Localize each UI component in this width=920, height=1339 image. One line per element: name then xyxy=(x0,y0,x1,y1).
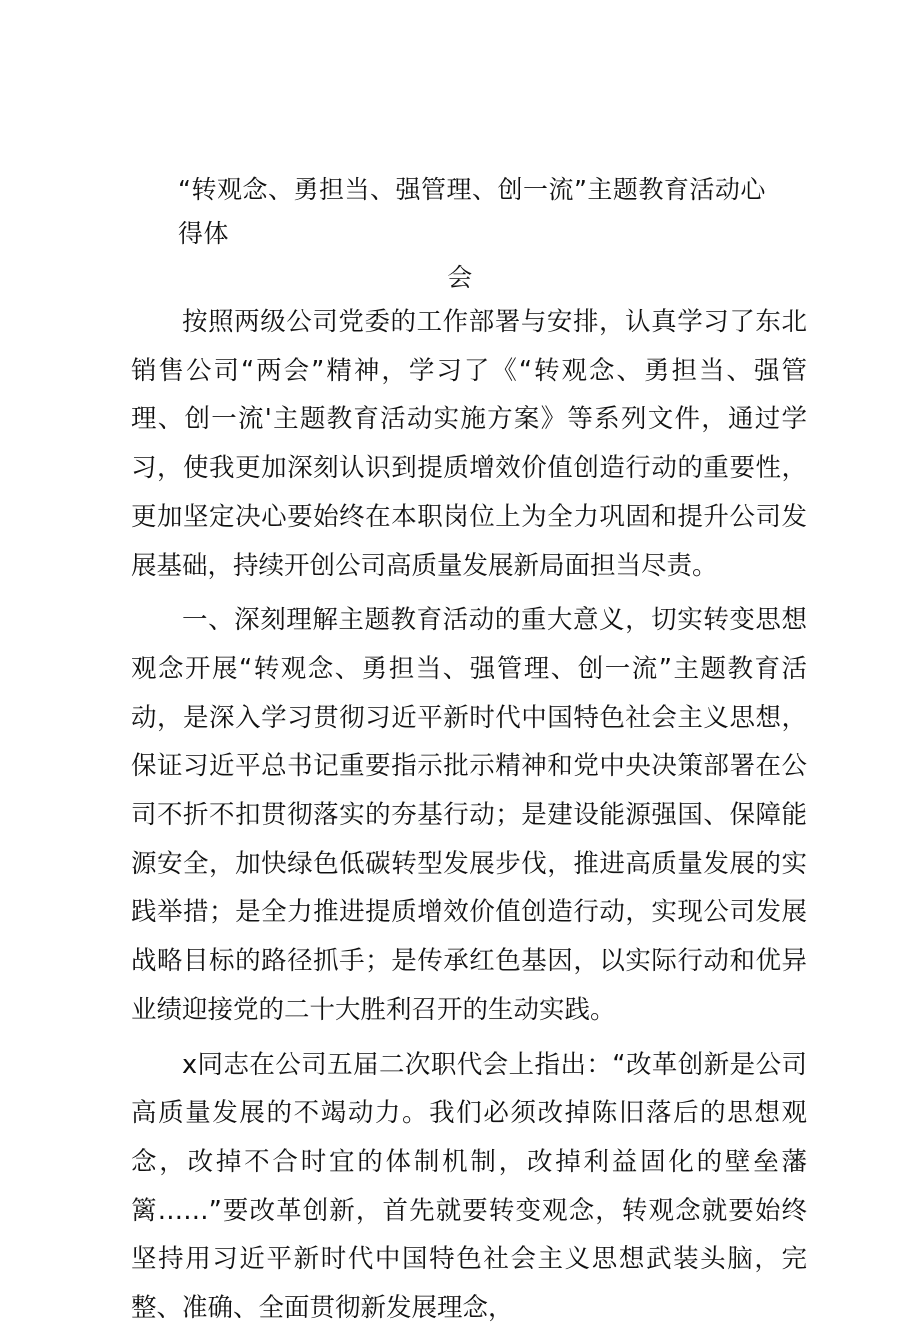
document-title xyxy=(130,168,790,300)
paragraph-intro: 按照两级公司党委的工作部署与安排，认真学习了东北销售公司“两会”精神，学习了《“转观念、勇担当、强管理、创一流'主题教育活动实施方案》等系列文件，通过学习，使我更加深刻认识到提质增效价值创造行动的重要性，更加坚定决心要始终在本职岗位上为全力巩固和提升公司发展基础，持续开创公司高质量发展新局面担当尽责。 xyxy=(131,307,807,581)
paragraph-section-one: 一、深刻理解主题教育活动的重大意义，切实转变思想观念开展“转观念、勇担当、强管理、创一流”主题教育活动，是深入学习贯彻习近平新时代中国特色社会主义思想，保证习近平总书记重要指示批示精神和党中央决策部署在公司不折不扣贯彻落实的夯基行动；是建设能源强国、保障能源安全，加快绿色低碳转型发展步伐，推进高质量发展的实践举措；是全力推进提质增效价值创造行动，实现公司发展战略目标的路径抓手；是传承红色基因，以实际行动和优异业绩迎接党的二十大胜利召开的生动实践。 xyxy=(131,605,807,1025)
title-line-2: 会 xyxy=(447,263,473,292)
document-body xyxy=(131,298,807,1339)
paragraph-quote: x同志在公司五届二次职代会上指出：“改革创新是公司高质量发展的不竭动力。我们必须改掉陈旧落后的思想观念，改掉不合时宜的体制机制，改掉利益固化的壁垒藩篱……”要改革创新，首先就要转变观念，转观念就要始终坚持用习近平新时代中国特色社会主义思想武装头脑，完整、准确、全面贯彻新发展理念， xyxy=(131,1049,807,1324)
title-line-1: “转观念、勇担当、强管理、创一流”主题教育活动心得体 xyxy=(178,175,766,248)
